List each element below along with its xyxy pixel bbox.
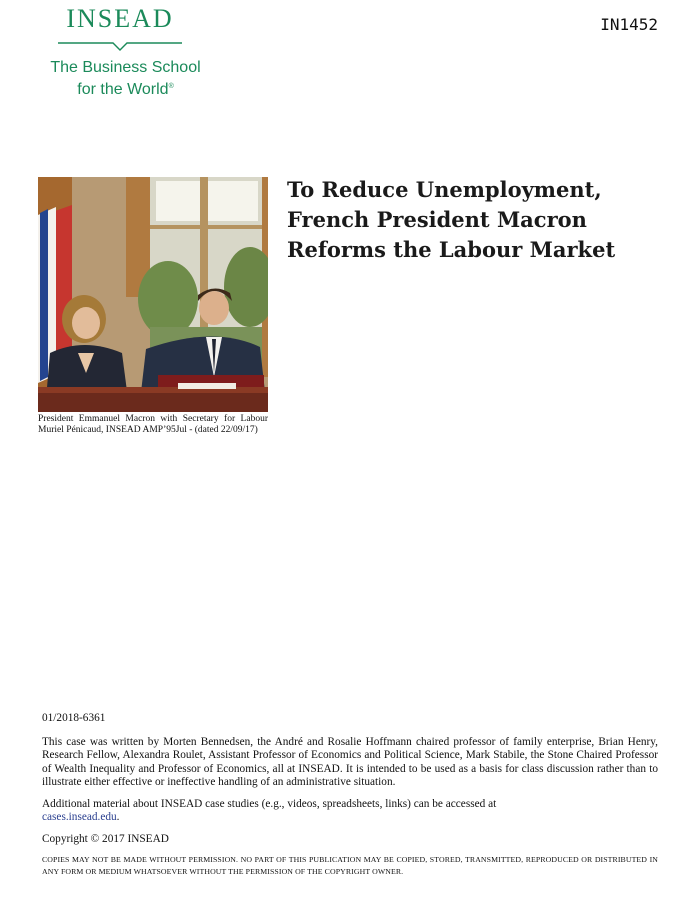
logo-tagline [38,58,213,99]
photo-caption: President Emmanuel Macron with Secretary for Labour Muriel Pénicaud, INSEAD AMP’95Jul - (dated 22/09/17) [38,414,268,435]
authorship-note: This case was written by Morten Bennedsen, the André and Rosalie Hoffmann chaired professor of family enterprise, Brian Henry, Research Fellow, Alexandra Roulet, Assistant Professor of Economics and Political Science, Mark Stabile, the Stone Chaired Professor of Wealth Inequality and Professor of Economics, all at INSEAD. It is intended to be used as a basis for class discussion rather than to illustrate either effective or ineffective handling of an administrative situation. [42,735,658,788]
logo-wordmark: INSEAD [66,4,174,33]
title-line-2: French President Macron [287,207,587,232]
additional-material-note [42,798,658,825]
title-line-1: To Reduce Unemployment, [287,177,602,202]
link-suffix: . [116,811,120,823]
tagline-line-2: for the World [77,81,169,98]
registered-mark: ® [168,83,174,90]
case-reference: 01/2018-6361 [42,712,106,724]
copyright-notice: COPIES MAY NOT BE MADE WITHOUT PERMISSION. NO PART OF THIS PUBLICATION MAY BE COPIED, STORED, TRANSMITTED, REPRODUCED OR DISTRIBUTED IN ANY FORM OR MEDIUM WHATSOEVER WITHOUT THE PERMISSION OF THE COPYRIGHT OWNER. [42,855,658,876]
footer-block [42,712,658,886]
additional-material-text: Additional material about INSEAD case studies (e.g., videos, spreadsheets, links) can be accessed at [42,797,497,810]
copyright-line: Copyright © 2017 INSEAD [42,832,169,845]
cases-link[interactable]: cases.insead.edu [42,811,117,823]
cover-photo [38,177,268,412]
title-line-3: Reforms the Labour Market [287,237,616,262]
tagline-line-1: The Business School [50,59,201,76]
logo-chevron-rule [58,40,182,54]
case-title [287,175,677,265]
document-code: IN1452 [600,15,658,34]
